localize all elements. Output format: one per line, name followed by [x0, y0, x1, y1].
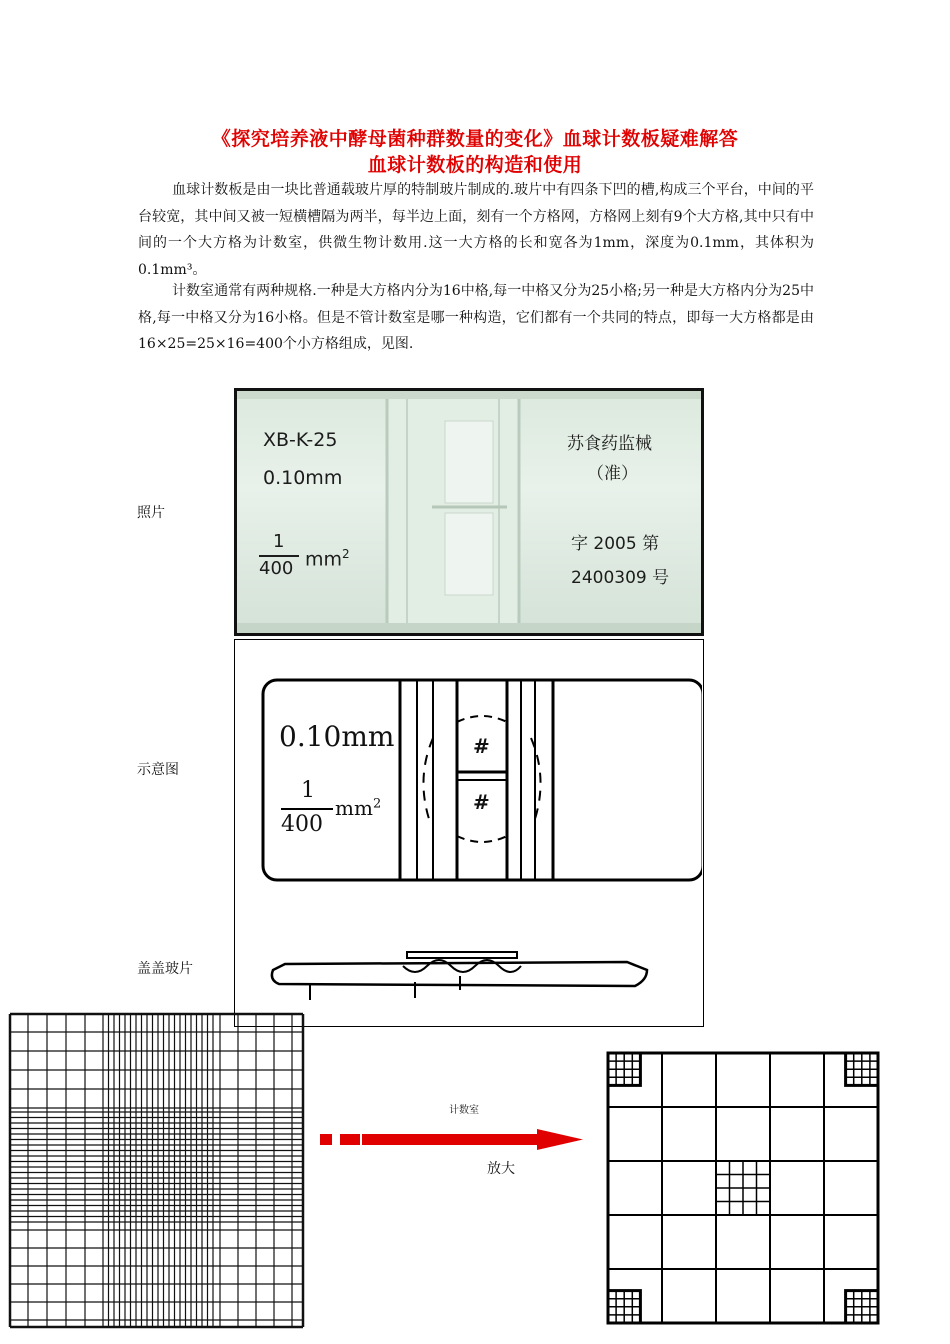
paragraph-structure [138, 177, 814, 283]
photo-fraction-numerator: 1 [273, 531, 285, 552]
chamber-photo-grooves [237, 391, 701, 633]
document-subtitle: 血球计数板的构造和使用 [367, 154, 583, 176]
schematic-diagram [234, 639, 704, 1027]
schematic-fraction-bar [281, 808, 333, 810]
photo-maker: 苏食药监械 [567, 434, 652, 454]
magnify-arrow [318, 1128, 588, 1152]
label-coverslip: 盖盖玻片 [137, 961, 193, 977]
arrow-shaft [362, 1134, 537, 1145]
label-photo: 照片 [137, 505, 165, 521]
document-title: 《探究培养液中酵母菌种群数量的变化》血球计数板疑难解答 [211, 128, 739, 150]
arrow-dash-2 [340, 1134, 360, 1145]
paragraph-specs [138, 278, 814, 358]
photo-depth: 0.10mm [263, 467, 343, 489]
schematic-mark-bottom: # [473, 790, 490, 814]
schematic-unit [335, 796, 381, 820]
arrow-label-chamber: 计数室 [449, 1105, 479, 1116]
arrow-label-magnify: 放大 [487, 1161, 515, 1177]
enlarged-chamber-figure [600, 1047, 886, 1325]
schematic-unit-text: mm [335, 796, 373, 820]
schematic-mark-top: # [473, 734, 490, 758]
arrow-dash-1 [320, 1134, 332, 1145]
full-grid-figure [8, 1012, 308, 1332]
photo-fraction-bar [259, 555, 299, 557]
photo-unit-text: mm [305, 548, 343, 571]
label-schematic: 示意图 [137, 762, 179, 778]
paragraph-specs-text: 计数室通常有两种规格.一种是大方格内分为16中格,每一中格又分为25小格;另一种是大方格内分为25中格,每一中格又分为16小格。但是不管计数室是哪一种构造，它们都有一个共同的特点，即每一大方格都是由16×25=25×16=400个小方格组成，见图. [138, 283, 814, 352]
arrow-head [537, 1129, 583, 1150]
photo-fraction-denominator: 400 [259, 558, 294, 579]
paragraph-structure-text: 血球计数板是由一块比普通载玻片厚的特制玻片制成的.玻片中有四条下凹的槽,构成三个平台，中间的平台较宽，其中间又被一短横槽隔为两半，每半边上面，刻有一个方格网，方格网上刻有9个大方格,其中只有中间的一个大方格为计数室，供微生物计数用.这一大方格的长和宽各为1mm，深度为0.1mm，其体积为0.1mm³。 [138, 182, 814, 278]
photo-reg-line1: 字 2005 第 [571, 534, 660, 554]
schematic-fraction-denominator: 400 [281, 812, 323, 837]
photo-unit-sup: 2 [342, 547, 350, 561]
schematic-unit-sup: 2 [372, 796, 382, 812]
counting-chamber-photo [234, 388, 704, 636]
photo-approval: （准） [587, 464, 638, 484]
schematic-fraction-numerator: 1 [301, 778, 315, 803]
photo-reg-line2: 2400309 号 [571, 568, 670, 588]
photo-model: XB-K-25 [263, 429, 338, 451]
schematic-depth: 0.10mm [279, 720, 395, 753]
photo-unit [305, 547, 350, 570]
